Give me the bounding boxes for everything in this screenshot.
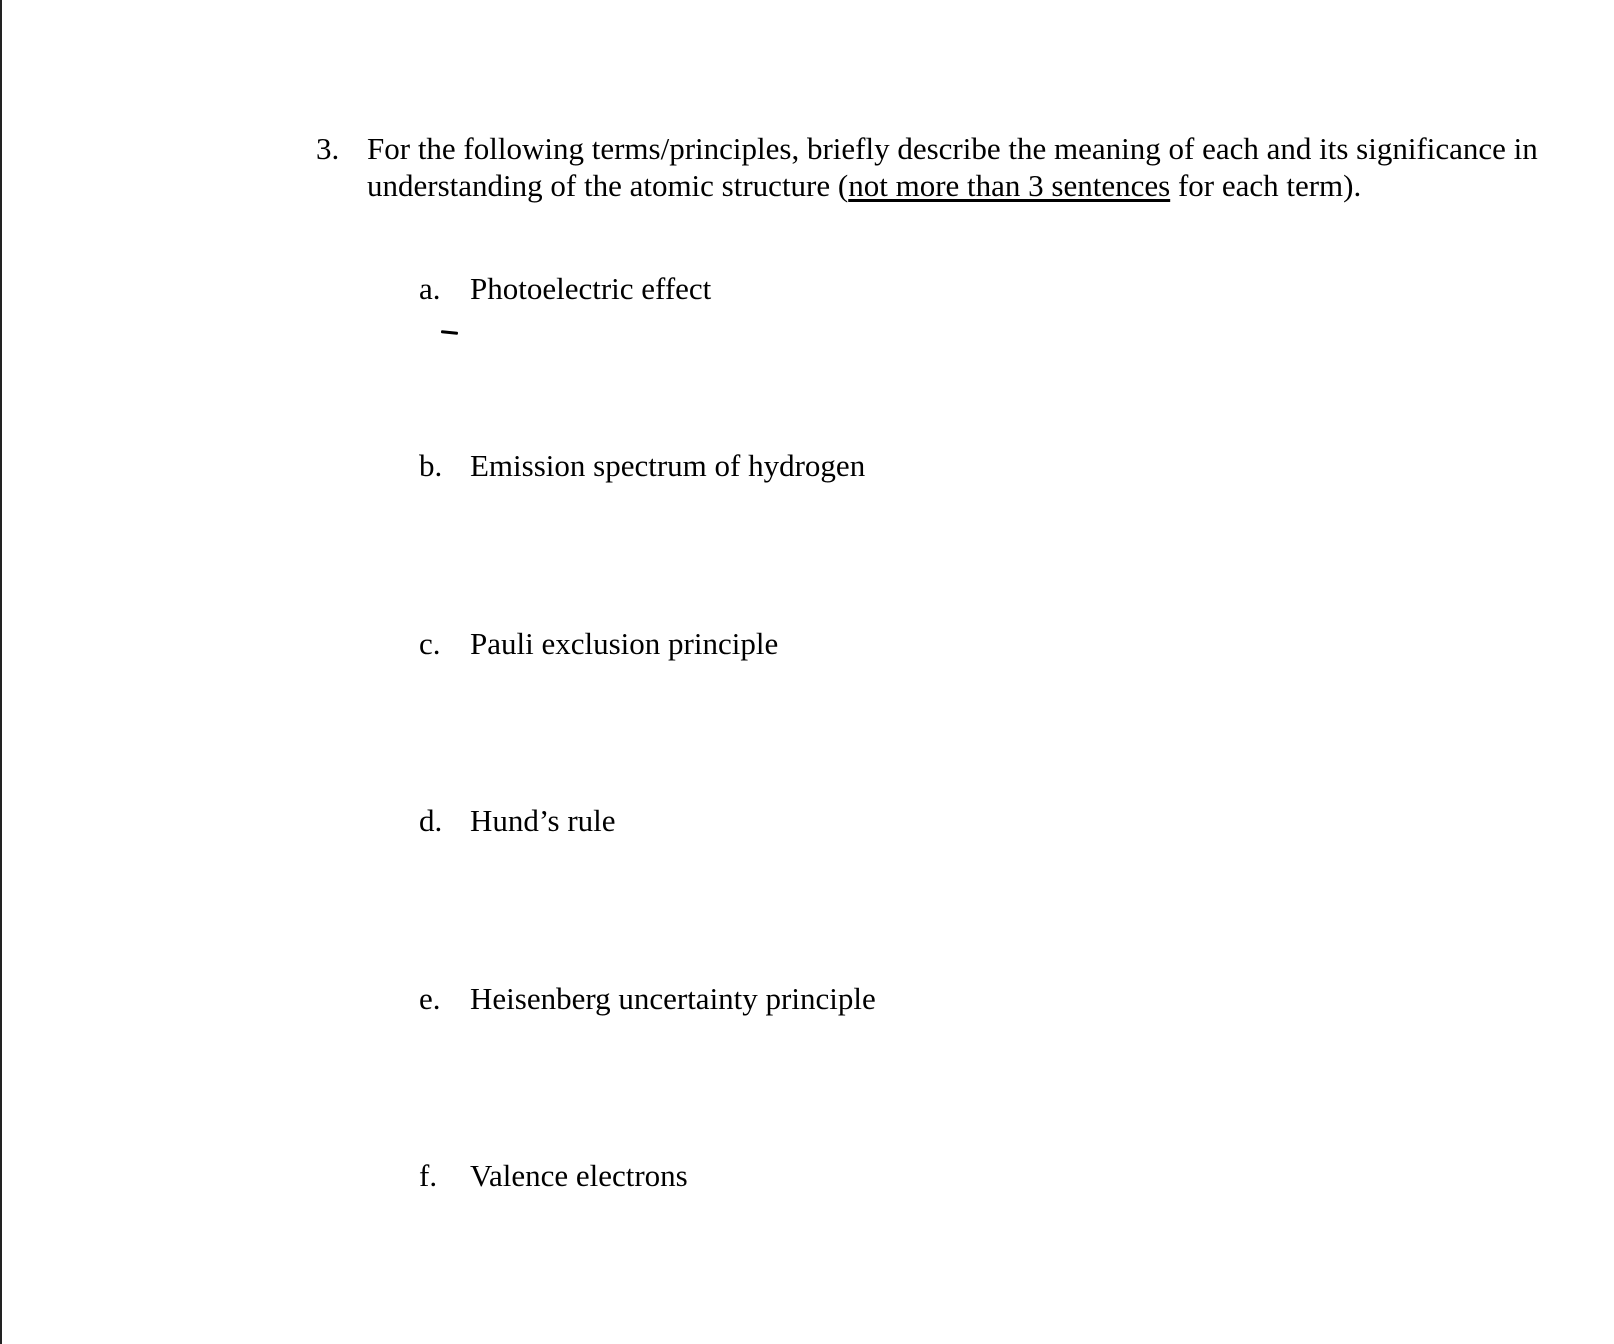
question-text-before: For the following terms/principles, briefly describe the meaning of each and its significance in understanding of the atomic structure ( bbox=[367, 131, 1538, 203]
item-letter: e. bbox=[419, 981, 441, 1016]
item-label: Hund’s rule bbox=[470, 803, 616, 838]
item-label: Valence electrons bbox=[470, 1158, 688, 1193]
pen-mark bbox=[441, 330, 458, 335]
question-3 bbox=[316, 130, 1556, 204]
item-label: Heisenberg uncertainty principle bbox=[470, 981, 876, 1016]
question-prompt bbox=[367, 130, 1556, 204]
item-label: Emission spectrum of hydrogen bbox=[470, 448, 866, 483]
item-letter: c. bbox=[419, 626, 441, 661]
item-letter: f. bbox=[419, 1158, 438, 1193]
question-number: 3. bbox=[316, 131, 340, 166]
question-text-after: for each term). bbox=[1170, 168, 1362, 203]
item-label: Photoelectric effect bbox=[470, 271, 712, 306]
item-letter: a. bbox=[419, 271, 441, 306]
question-underlined-constraint: not more than 3 sentences bbox=[848, 168, 1171, 203]
item-label: Pauli exclusion principle bbox=[470, 626, 779, 661]
page-left-border bbox=[0, 0, 2, 1344]
item-letter: d. bbox=[419, 803, 443, 838]
item-letter: b. bbox=[419, 448, 443, 483]
